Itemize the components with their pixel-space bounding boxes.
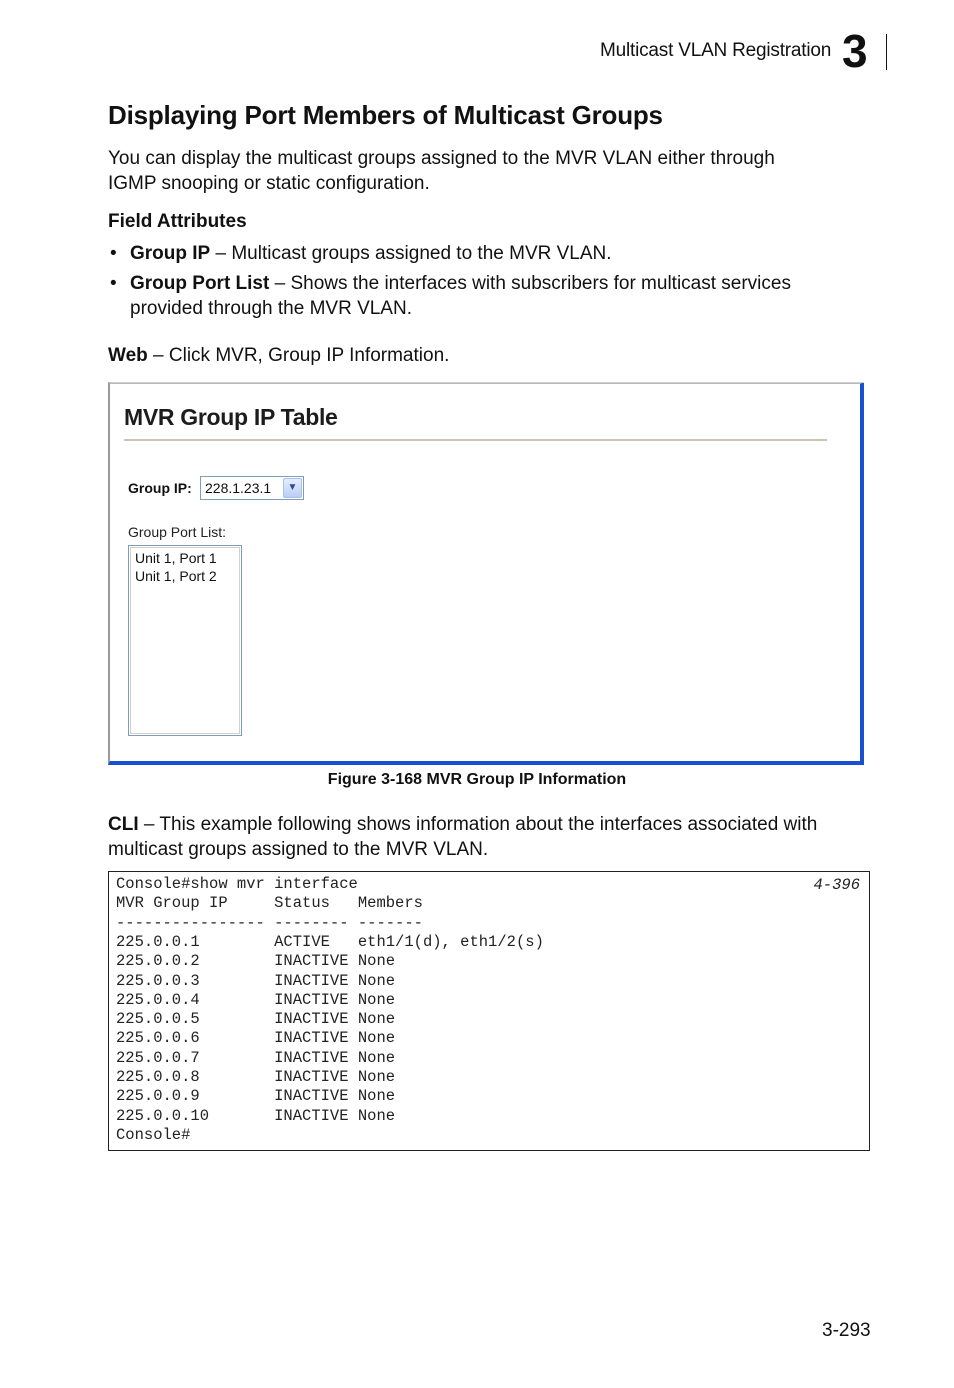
title-underline <box>124 439 827 441</box>
list-item[interactable]: Unit 1, Port 1 <box>135 550 217 566</box>
field-attributes-heading: Field Attributes <box>108 211 247 232</box>
bullet-marker: • <box>110 273 117 294</box>
intro-line: IGMP snooping or static configuration. <box>108 173 430 194</box>
cli-intro-text-continued: multicast groups assigned to the MVR VLAN. <box>108 839 489 860</box>
intro-paragraph <box>108 146 868 196</box>
group-ip-value: 228.1.23.1 <box>205 480 272 496</box>
cli-line: 225.0.0.4 INACTIVE None <box>116 990 396 1009</box>
chapter-number: 3 <box>842 25 868 77</box>
cli-intro-text: – This example following shows information about the interfaces associated with <box>138 814 818 835</box>
cli-line: 225.0.0.7 INACTIVE None <box>116 1048 396 1067</box>
web-instruction <box>108 343 868 368</box>
bullet-marker: • <box>110 243 117 264</box>
cli-line: 225.0.0.5 INACTIVE None <box>116 1010 396 1029</box>
cli-example-box <box>108 871 870 1151</box>
cli-line: 225.0.0.1 ACTIVE eth1/1(d), eth1/2(s) <box>116 932 544 951</box>
web-text: – Click MVR, Group IP Information. <box>147 345 450 366</box>
cli-line: 225.0.0.6 INACTIVE None <box>116 1029 396 1048</box>
cli-line: MVR Group IP Status Members <box>116 894 423 913</box>
group-port-list-label: Group Port List: <box>128 524 227 540</box>
cli-line: 225.0.0.10 INACTIVE None <box>116 1106 396 1125</box>
figure-caption: Figure 3-168 MVR Group IP Information <box>327 771 627 788</box>
web-label: Web <box>108 345 148 366</box>
section-title: Displaying Port Members of Multicast Groups <box>108 100 663 130</box>
group-port-listbox[interactable] <box>128 545 242 736</box>
listbox-inner <box>130 547 240 734</box>
cli-line: Console# <box>116 1125 191 1144</box>
bullet-desc: – Multicast groups assigned to the MVR VLAN. <box>210 243 612 264</box>
cli-reference: 4-396 <box>813 876 860 894</box>
cli-intro <box>108 812 868 862</box>
screenshot-top-rule <box>110 382 864 383</box>
running-header-title: Multicast VLAN Registration <box>600 40 832 61</box>
bullet-group-ip <box>130 241 860 266</box>
group-ip-select[interactable] <box>200 476 304 500</box>
chevron-down-icon[interactable]: ▼ <box>283 478 302 498</box>
bullet-term: Group Port List <box>130 273 270 294</box>
bullet-desc: – Shows the interfaces with subscribers for multicast services <box>269 273 791 294</box>
cli-line: Console#show mvr interface <box>116 875 358 893</box>
cli-line: ---------------- -------- ------- <box>116 913 423 932</box>
chapter-divider <box>886 34 887 70</box>
bullet-group-port-list <box>130 271 860 321</box>
cli-label: CLI <box>108 814 139 835</box>
cli-line: 225.0.0.2 INACTIVE None <box>116 952 396 971</box>
intro-line: You can display the multicast groups assigned to the MVR VLAN either through <box>108 148 775 169</box>
cli-line: 225.0.0.8 INACTIVE None <box>116 1068 396 1086</box>
cli-line: 225.0.0.3 INACTIVE None <box>116 971 396 990</box>
bullet-term: Group IP <box>130 243 211 264</box>
mvr-table-title: MVR Group IP Table <box>124 404 338 430</box>
page-number: 3-293 <box>822 1320 871 1341</box>
list-item[interactable]: Unit 1, Port 2 <box>135 568 217 584</box>
group-ip-label: Group IP: <box>128 480 192 496</box>
bullet-desc-continued: provided through the MVR VLAN. <box>130 298 412 319</box>
cli-line: 225.0.0.9 INACTIVE None <box>116 1087 396 1106</box>
